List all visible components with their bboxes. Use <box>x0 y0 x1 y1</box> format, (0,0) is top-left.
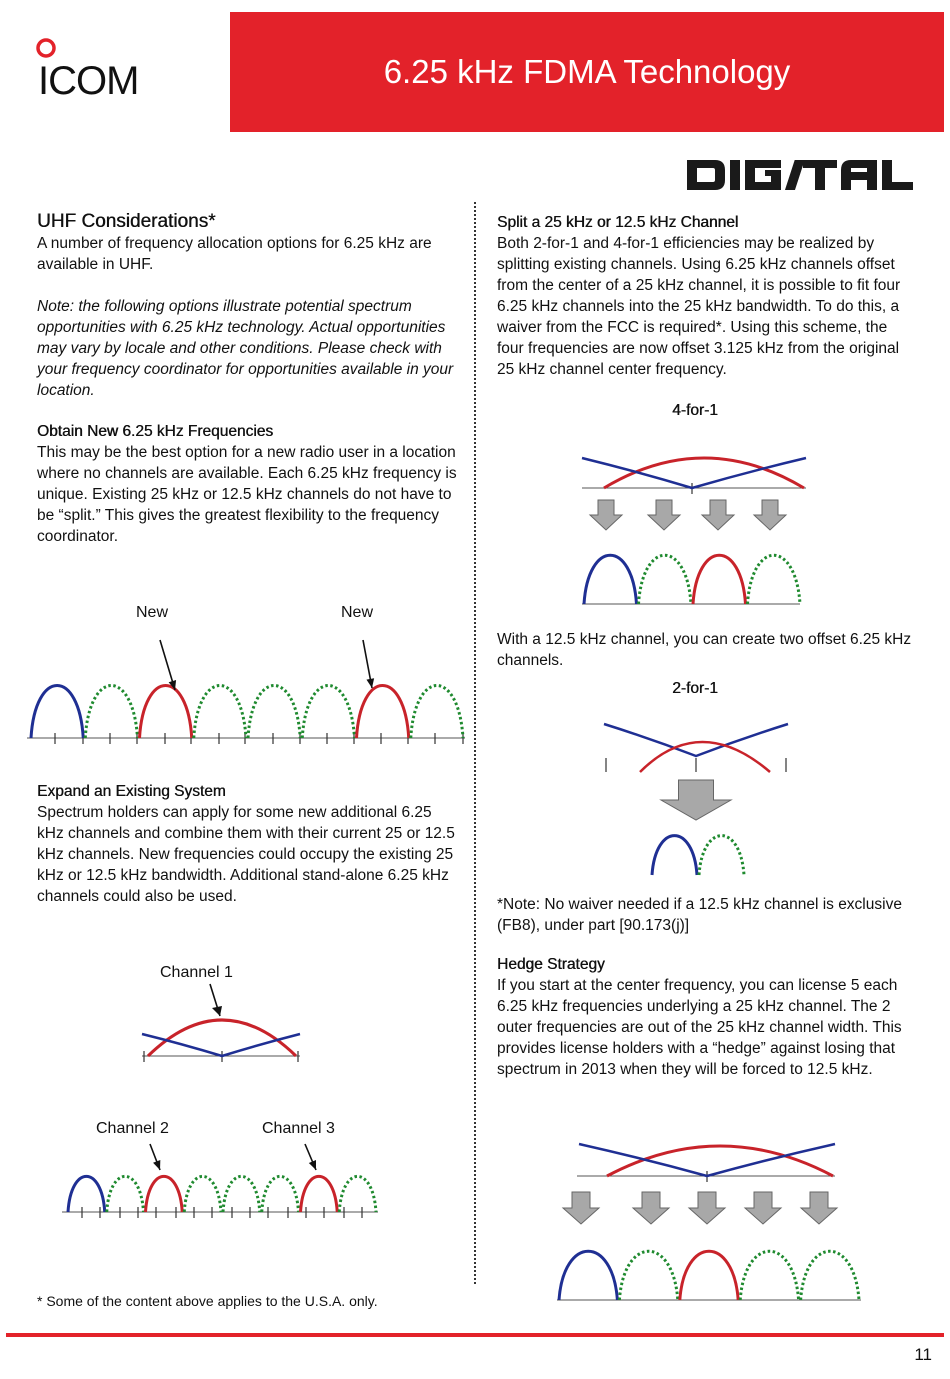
split-text: Both 2-for-1 and 4-for-1 efficiencies may be realized by splitting existing channels. Using 6.25 kHz channels offset from the center of a 25 kHz channel, it is possible to fit four 6.25 kHz channels into the 25 kHz bandwidth. To do this, a waiver from the FCC is required*. Using this scheme, the four frequencies are now offset 3.125 kHz from the original 25 kHz channel center frequency. <box>497 235 901 378</box>
ch1-blue-curve <box>142 1034 300 1056</box>
hedge-arrow-2 <box>633 1192 669 1224</box>
hedge-diagram <box>555 1104 865 1304</box>
four-for-one-label: 4-for-1 <box>672 402 718 419</box>
hedge-heading: Hedge Strategy <box>497 956 605 973</box>
hedge-arrow-5 <box>801 1192 837 1224</box>
svg-text:ICOM: ICOM <box>38 59 139 103</box>
channel-1-diagram <box>140 982 302 1060</box>
channel-2-label: Channel 2 <box>96 1120 169 1137</box>
icom-logo-mark <box>30 36 160 103</box>
expand-section <box>37 781 462 907</box>
hedge-arrow-1 <box>563 1192 599 1224</box>
four-hump-red-3 <box>693 555 746 604</box>
uhf-text: A number of frequency allocation options for 6.25 kHz are available in UHF. <box>37 235 432 273</box>
note-label: Note: <box>37 298 75 315</box>
split-section <box>497 212 917 380</box>
icom-logo <box>30 36 160 103</box>
ch23-hump-green-8 <box>339 1176 376 1212</box>
two-for-one-label: 2-for-1 <box>672 680 718 697</box>
new-hump-red-3 <box>140 686 192 739</box>
with-text: With a 12.5 kHz channel, you can create two offset 6.25 kHz channels. <box>497 631 912 669</box>
hedge-hump-red-3 <box>680 1251 738 1300</box>
new-hump-green-6 <box>302 686 354 739</box>
two-for-one-diagram <box>600 710 795 880</box>
uhf-section <box>37 211 462 275</box>
ch23-hump-green-2 <box>107 1176 144 1212</box>
ch23-hump-blue-1 <box>68 1176 105 1212</box>
ch23-hump-green-4 <box>184 1176 221 1212</box>
new-hump-green-2 <box>85 686 137 739</box>
uhf-heading: UHF Considerations* <box>37 211 216 232</box>
four-arrow-2 <box>648 500 680 530</box>
two-hump-green-2 <box>699 836 744 875</box>
page-title: 6.25 kHz FDMA Technology <box>383 53 791 90</box>
new-frequencies-diagram <box>25 620 467 745</box>
two-red-arc <box>640 742 770 772</box>
hedge-arrow-3 <box>689 1192 725 1224</box>
new-hump-green-8 <box>411 686 463 739</box>
four-for-one-diagram <box>578 422 810 610</box>
four-hump-blue-1 <box>584 555 637 604</box>
page-number: 11 <box>914 1345 932 1364</box>
ch1-red-arc <box>148 1020 296 1056</box>
obtain-heading: Obtain New 6.25 kHz Frequencies <box>37 423 274 440</box>
new-hump-blue-1 <box>31 686 83 739</box>
hedge-hump-blue-1 <box>559 1251 617 1300</box>
new-hump-red-7 <box>357 686 409 739</box>
footer-rule <box>6 1333 944 1337</box>
ch23-hump-red-3 <box>146 1176 183 1212</box>
hedge-hump-green-5 <box>801 1251 859 1300</box>
hedge-section <box>497 954 917 1080</box>
channel-3-label: Channel 3 <box>262 1120 335 1137</box>
obtain-text: This may be the best option for a new radio user in a location where no channels are available. Each 6.25 kHz frequency is unique. Existing 25 kHz or 12.5 kHz channels do not have to be “split.” This gives the greatest flexibility to the frequency coordinator. <box>37 444 457 545</box>
new-label-1: New <box>136 604 169 621</box>
two-arrow <box>661 780 731 820</box>
waiver-note: *Note: No waiver needed if a 12.5 kHz channel is exclusive (FB8), under part [90.173(j)] <box>497 896 902 934</box>
split-heading: Split a 25 kHz or 12.5 kHz Channel <box>497 214 739 231</box>
note-paragraph <box>37 296 462 401</box>
digital-logo <box>685 156 915 194</box>
expand-heading: Expand an Existing System <box>37 783 226 800</box>
ch23-hump-green-5 <box>223 1176 260 1212</box>
hedge-text: If you start at the center frequency, you can license 5 each 6.25 kHz frequencies underlying a 25 kHz channel. The 2 outer frequencies are out of the 25 kHz channel width. This provides license holders with a “hedge” against losing that spectrum in 2013 when they will be forced to 12.5 kHz. <box>497 977 902 1078</box>
hedge-hump-green-4 <box>740 1251 798 1300</box>
obtain-section <box>37 421 462 547</box>
new-arrow-2-head <box>366 678 374 688</box>
two-hump-blue-1 <box>652 836 697 875</box>
four-arrow-1 <box>590 500 622 530</box>
footnote: * Some of the content above applies to the U.S.A. only. <box>37 1293 378 1309</box>
four-hump-green-2 <box>639 555 692 604</box>
new-hump-green-4 <box>194 686 246 739</box>
four-arrow-3 <box>702 500 734 530</box>
column-divider <box>474 202 476 1284</box>
hedge-arrow-4 <box>745 1192 781 1224</box>
two-blue-curve <box>604 724 788 756</box>
new-label-2: New <box>341 604 374 621</box>
digital-logo-mark <box>685 156 915 194</box>
four-arrow-4 <box>754 500 786 530</box>
ch1-arrow-head <box>212 1006 222 1016</box>
hedge-hump-green-2 <box>619 1251 677 1300</box>
ch23-hump-red-7 <box>301 1176 338 1212</box>
note-text: the following options illustrate potential spectrum opportunities with 6.25 kHz technology. Actual opportunities may vary by locale and other conditions. Please check with your frequency coordinator for opportunities available in your location. <box>37 298 454 399</box>
four-hump-green-4 <box>748 555 801 604</box>
ch23-hump-green-6 <box>262 1176 299 1212</box>
ch2-arrow-head <box>153 1160 160 1170</box>
expand-text: Spectrum holders can apply for some new additional 6.25 kHz channels and combine them with their current 25 or 12.5 kHz channels. New frequencies could occupy the existing 25 kHz or 12.5 kHz bandwidth. Additional stand-alone 6.25 kHz channels could also be used. <box>37 804 455 905</box>
channel-2-3-diagram <box>60 1140 380 1215</box>
channel-1-label: Channel 1 <box>160 964 233 981</box>
new-hump-green-5 <box>248 686 300 739</box>
